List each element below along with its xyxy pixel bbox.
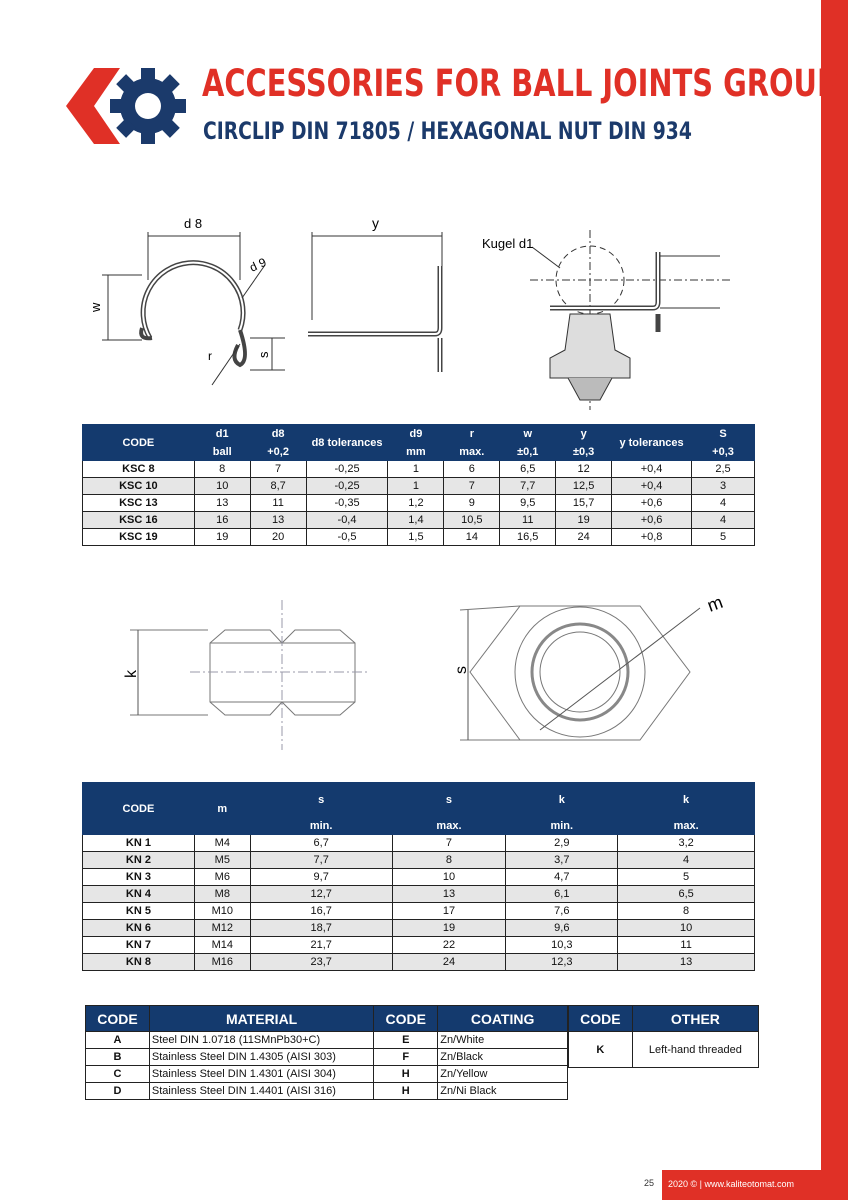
table-row: A Steel DIN 1.0718 (11SMnPb30+C) E Zn/White bbox=[86, 1032, 568, 1049]
hex-nut-drawing bbox=[100, 590, 750, 760]
table-row: KSC 16 16 13 -0,4 1,4 10,5 11 19 +0,6 4 bbox=[83, 512, 755, 529]
table-row: KN 8 M16 23,7 24 12,3 13 bbox=[83, 954, 755, 971]
label-s-nut: s bbox=[453, 666, 470, 674]
label-s: s bbox=[256, 351, 271, 358]
label-w: w bbox=[88, 302, 103, 312]
table-row: KN 2 M5 7,7 8 3,7 4 bbox=[83, 852, 755, 869]
table-row: KN 7 M14 21,7 22 10,3 11 bbox=[83, 937, 755, 954]
table-row: KN 6 M12 18,7 19 9,6 10 bbox=[83, 920, 755, 937]
table-row: KSC 19 19 20 -0,5 1,5 14 16,5 24 +0,8 5 bbox=[83, 529, 755, 546]
header-d1: d1 bbox=[194, 425, 250, 443]
label-k: k bbox=[123, 670, 140, 678]
table-row: KN 5 M10 16,7 17 7,6 8 bbox=[83, 903, 755, 920]
header-code-material: CODE bbox=[86, 1006, 150, 1032]
header-s: S bbox=[692, 425, 755, 443]
brand-logo bbox=[66, 66, 188, 146]
label-d9: d 9 bbox=[247, 254, 269, 275]
header-y: y bbox=[556, 425, 612, 443]
header-k-max: k bbox=[618, 783, 755, 818]
header-k-min: k bbox=[506, 783, 618, 818]
circlip-drawing bbox=[90, 210, 730, 420]
header-code-coating: CODE bbox=[374, 1006, 438, 1032]
header-other: OTHER bbox=[632, 1006, 758, 1032]
header-s-min: s bbox=[250, 783, 392, 818]
table-row: KSC 8 8 7 -0,25 1 6 6,5 12 +0,4 2,5 bbox=[83, 461, 755, 478]
table-row: KN 4 M8 12,7 13 6,1 6,5 bbox=[83, 886, 755, 903]
subheader-d8: +0,2 bbox=[250, 443, 306, 461]
header-d8-tolerances: d8 tolerances bbox=[306, 425, 388, 461]
header-y-tolerances: y tolerances bbox=[612, 425, 692, 461]
table-row: C Stainless Steel DIN 1.4301 (AISI 304) H Zn/Yellow bbox=[86, 1066, 568, 1083]
table-row: KSC 13 13 11 -0,35 1,2 9 9,5 15,7 +0,6 4 bbox=[83, 495, 755, 512]
page-number: 25 bbox=[644, 1178, 655, 1188]
subheader-d9: mm bbox=[388, 443, 444, 461]
table-row: D Stainless Steel DIN 1.4401 (AISI 316) H Zn/Ni Black bbox=[86, 1083, 568, 1100]
header-w: w bbox=[500, 425, 556, 443]
header-m: m bbox=[194, 783, 250, 835]
label-d8: d 8 bbox=[184, 216, 203, 231]
subheader-d1: ball bbox=[194, 443, 250, 461]
circlip-table bbox=[82, 424, 755, 546]
subheader-w: ±0,1 bbox=[500, 443, 556, 461]
page-subtitle: CIRCLIP DIN 71805 / HEXAGONAL NUT DIN 934 bbox=[203, 117, 692, 145]
table-row: B Stainless Steel DIN 1.4305 (AISI 303) F Zn/Black bbox=[86, 1049, 568, 1066]
label-y: y bbox=[372, 215, 379, 231]
material-coating-table bbox=[85, 1005, 568, 1100]
table-row: KN 1 M4 6,7 7 2,9 3,2 bbox=[83, 835, 755, 852]
side-stripe bbox=[821, 0, 848, 1200]
header-code-other: CODE bbox=[569, 1006, 633, 1032]
header-r: r bbox=[444, 425, 500, 443]
page-title: ACCESSORIES FOR BALL JOINTS GROUP bbox=[202, 62, 839, 105]
header-code: CODE bbox=[83, 783, 195, 835]
other-table bbox=[568, 1005, 759, 1068]
header-d9: d9 bbox=[388, 425, 444, 443]
header-s-max: s bbox=[392, 783, 506, 818]
label-kugel: Kugel d1 bbox=[482, 236, 534, 251]
table-row: KN 3 M6 9,7 10 4,7 5 bbox=[83, 869, 755, 886]
label-r: r bbox=[208, 349, 212, 363]
footer-website[interactable]: 2020 © | www.kaliteotomat.com bbox=[668, 1179, 795, 1189]
table-row: KSC 10 10 8,7 -0,25 1 7 7,7 12,5 +0,4 3 bbox=[83, 478, 755, 495]
label-m: m bbox=[704, 591, 726, 616]
header-material: MATERIAL bbox=[149, 1006, 373, 1032]
header-code: CODE bbox=[83, 425, 195, 461]
nut-table: CODE m s s k k min. max. min. max. KN 1 M4 6,7 7 2,9 3,2 KN 2 M5 7,7 8 3,7 4 KN 3 M6 9,7 10 4,7 5 KN 4 M8 12,7 13 6,1 6,5 KN 5 M10 16,7 17 7,6 8 KN 6 M12 18,7 19 9,6 10 KN 7 M14 21,7 22 10,3 11 KN 8 M16 23,7 24 12,3 13 bbox=[82, 782, 755, 971]
header-d8: d8 bbox=[250, 425, 306, 443]
subheader-r: max. bbox=[444, 443, 500, 461]
subheader-y: ±0,3 bbox=[556, 443, 612, 461]
table-row: K Left-hand threaded bbox=[569, 1032, 759, 1068]
subheader-s: +0,3 bbox=[692, 443, 755, 461]
header-coating: COATING bbox=[438, 1006, 568, 1032]
